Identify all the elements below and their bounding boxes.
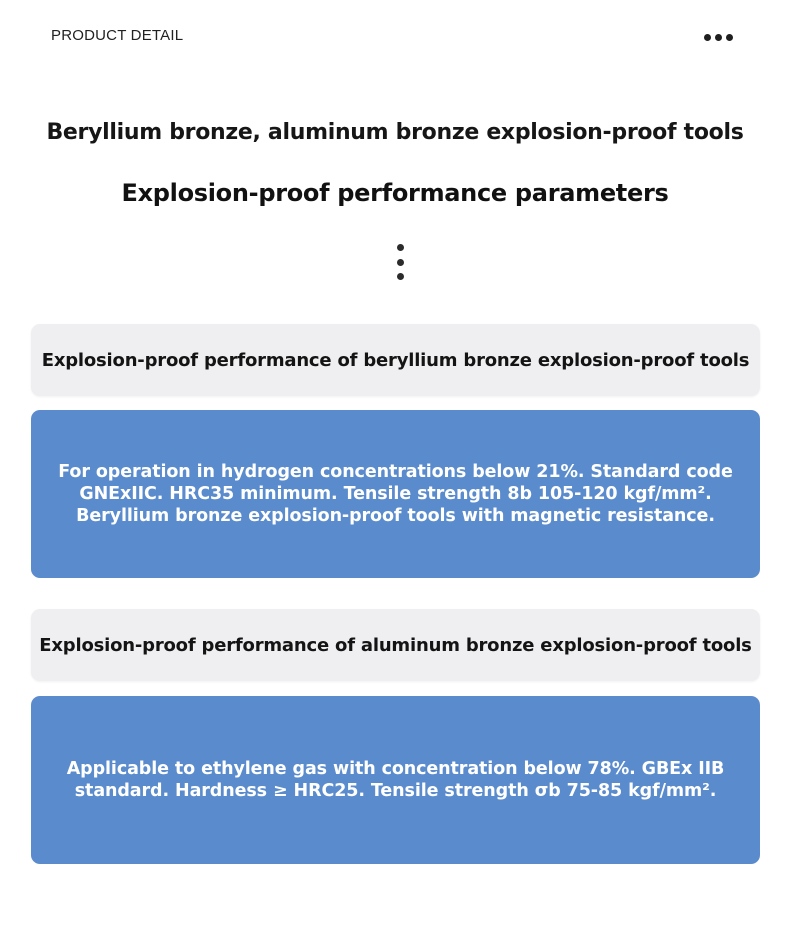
more-horizontal-icon [704,34,711,41]
vertical-dot [397,273,404,280]
beryllium-heading: Explosion-proof performance of beryllium bronze explosion-proof tools [41,349,750,371]
vertical-dot [397,259,404,266]
page-header-title: PRODUCT DETAIL [51,27,184,44]
product-title: Beryllium bronze, aluminum bronze explosion-proof tools [46,120,744,145]
aluminum-description-card [31,696,760,864]
more-horizontal-icon-dot [726,34,733,41]
more-horizontal-icon-dot [715,34,722,41]
more-vertical-icon [394,244,406,280]
beryllium-description: For operation in hydrogen concentrations below 21%. Standard code GNExIIC. HRC35 minimum. Tensile strength 8b 105-120 kgf/mm². Beryllium bronze explosion-proof tools with magnetic resistance. [58,462,733,526]
beryllium-description-card [31,410,760,578]
aluminum-description: Applicable to ethylene gas with concentration below 78%. GBEx IIB standard. Hardness ≥ HRC25. Tensile strength σb 75-85 kgf/mm². [66,759,725,801]
aluminum-heading-card [31,609,760,681]
section-title: Explosion-proof performance parameters [121,179,669,207]
beryllium-heading-card [31,324,760,396]
top-bar [0,0,790,74]
more-options-button[interactable] [696,26,740,48]
aluminum-heading: Explosion-proof performance of aluminum bronze explosion-proof tools [39,634,752,656]
vertical-dot [397,244,404,251]
